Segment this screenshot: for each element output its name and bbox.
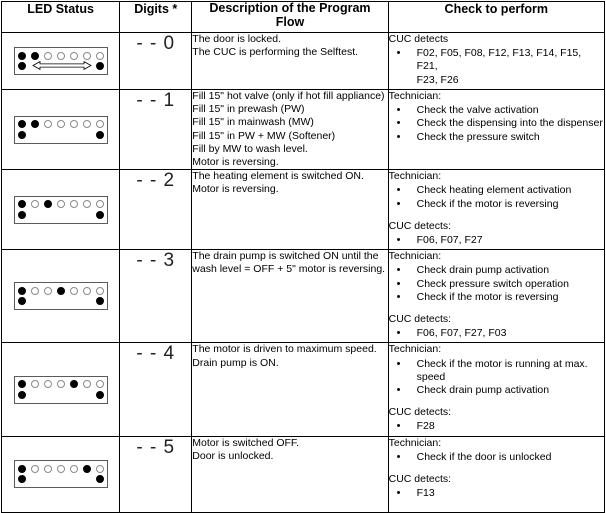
led-indicator-2-off: [31, 200, 39, 208]
cell-check-to-perform: [388, 436, 604, 512]
bullet-icon: •: [396, 420, 401, 433]
bullet-icon: •: [396, 184, 401, 197]
led-indicator-4-off: [57, 120, 65, 128]
led-indicator-3-off: [44, 465, 52, 473]
check-group-title: CUC detects: [388, 33, 449, 45]
led-indicator-bottom-right-on: [96, 475, 104, 483]
led-indicator-bottom-left-on: [18, 475, 26, 483]
led-indicator-4-on: [57, 287, 65, 295]
led-indicator-5-on: [70, 380, 78, 388]
check-list-item-text: Check the dispensing into the dispenser: [416, 117, 603, 130]
led-indicator-1-on: [18, 52, 26, 60]
cell-led-status: [2, 90, 120, 170]
header-row: [2, 2, 605, 33]
bullet-icon: •: [396, 264, 401, 277]
check-group-title: Technician:: [388, 436, 442, 449]
led-indicator-1-on: [18, 200, 26, 208]
led-indicator-7-off: [96, 120, 104, 128]
check-list-item: [389, 117, 604, 130]
check-list: [389, 487, 604, 500]
cell-check-to-perform: [388, 33, 604, 90]
led-indicator-bottom-left-on: [18, 211, 26, 219]
bullet-icon: •: [396, 47, 401, 60]
column-header-description-line2: Flow: [275, 14, 305, 29]
led-status-table: [1, 1, 605, 513]
description-line: Motor is reversing.: [192, 156, 279, 169]
led-indicator-3-on: [44, 200, 52, 208]
check-list: [389, 420, 604, 433]
digit-code: - - 3: [136, 250, 176, 272]
led-indicator-3-off: [44, 287, 52, 295]
bullet-icon: •: [396, 234, 401, 247]
led-row-bottom: [18, 211, 104, 220]
check-list-item: [389, 184, 604, 197]
led-indicator-2-on: [31, 120, 39, 128]
led-indicator-3-off: [44, 380, 52, 388]
bullet-icon: •: [396, 384, 401, 397]
check-group: [389, 343, 604, 397]
check-group: [389, 250, 604, 304]
led-indicator-3-off: [44, 52, 52, 60]
check-group: [389, 437, 604, 464]
led-indicator-5-off: [70, 465, 78, 473]
check-list-item-text: Check pressure switch operation: [416, 277, 569, 290]
led-indicator-bottom-left-on: [18, 131, 26, 139]
led-indicator-6-off: [83, 120, 91, 128]
check-group-title: Technician:: [388, 250, 442, 263]
cell-digits: [120, 436, 192, 512]
cell-digits: [120, 33, 192, 90]
cell-digits: [120, 90, 192, 170]
led-indicator-4-off: [57, 200, 65, 208]
led-indicator-bottom-right-on: [96, 62, 104, 70]
led-indicator-6-off: [83, 287, 91, 295]
bullet-icon: •: [396, 450, 401, 463]
check-list-item-text: Check heating element activation: [416, 184, 572, 197]
check-list-item: [389, 264, 604, 277]
check-group: [389, 473, 604, 500]
check-list-item: [389, 131, 604, 144]
cell-check-to-perform: [388, 170, 604, 250]
led-status-indicator: [2, 250, 119, 342]
table-row: [2, 170, 605, 250]
check-list-item: [389, 234, 604, 247]
led-indicator-7-off: [96, 200, 104, 208]
check-list-item: [389, 104, 604, 117]
check-list-item-text: Check drain pump activation: [416, 384, 550, 397]
description-line: The heating element is switched ON.: [192, 170, 364, 183]
led-row-bottom: [18, 475, 104, 484]
check-list-item-text: Check if the motor is running at max.: [416, 357, 588, 370]
cell-check-to-perform: [388, 250, 604, 343]
bullet-icon: •: [396, 104, 401, 117]
bullet-icon: •: [396, 277, 401, 290]
bullet-icon: •: [396, 327, 401, 340]
check-list-item-text: F06, F07, F27: [416, 234, 483, 247]
check-group-title: CUC detects:: [388, 473, 452, 486]
check-list: [389, 327, 604, 340]
led-indicator-2-off: [31, 380, 39, 388]
check-list-item: [389, 198, 604, 211]
cell-digits: [120, 170, 192, 250]
check-list-item-text: F13: [416, 487, 435, 500]
check-list-item: [389, 278, 604, 291]
bullet-icon: •: [396, 197, 401, 210]
description-line: Fill 15" in prewash (PW): [192, 103, 305, 116]
check-group-title: Technician:: [388, 90, 442, 102]
cell-check-to-perform: [388, 343, 604, 436]
cell-led-status: [2, 250, 120, 343]
description-line: wash level = OFF + 5" motor is reversing.: [192, 263, 386, 276]
led-indicator-5-off: [70, 120, 78, 128]
led-indicator-6-on: [83, 465, 91, 473]
led-status-indicator: [2, 170, 119, 249]
column-header-check: Check to perform: [388, 2, 604, 33]
cell-check-to-perform: [388, 90, 604, 170]
description-line: Motor is reversing.: [192, 183, 279, 196]
led-row-top: [18, 120, 104, 129]
check-group: [389, 33, 604, 87]
digit-code: - - 1: [136, 90, 176, 111]
document-page: [0, 1, 606, 500]
check-list-item: [389, 487, 604, 500]
check-list: [389, 234, 604, 247]
led-row-bottom: [18, 297, 104, 306]
digit-code: - - 0: [136, 33, 176, 54]
description-line: Drain pump is ON.: [192, 356, 279, 369]
table-header: [2, 2, 605, 33]
digit-code: - - 4: [136, 343, 176, 365]
check-list-item: [389, 327, 604, 340]
cell-digits: [120, 343, 192, 436]
led-panel: [14, 116, 108, 144]
cell-description: [192, 250, 388, 343]
description-line: Fill 15" in PW + MW (Softener): [192, 129, 336, 142]
check-group: [389, 406, 604, 433]
bullet-icon: •: [396, 130, 401, 143]
led-indicator-2-off: [31, 287, 39, 295]
check-list: [389, 358, 604, 398]
check-group: [389, 313, 604, 340]
led-indicator-bottom-left-on: [18, 62, 26, 70]
led-row-top: [18, 200, 104, 209]
led-indicator-2-off: [31, 465, 39, 473]
led-indicator-bottom-right-on: [96, 211, 104, 219]
description-line: The drain pump is switched ON until the: [192, 250, 379, 263]
led-row-top: [18, 380, 104, 389]
led-row-bottom: [18, 131, 104, 140]
check-list-item: [389, 358, 604, 371]
check-list: [389, 47, 604, 87]
led-panel: [14, 376, 108, 404]
description-line: Fill by MW to wash level.: [192, 142, 308, 155]
led-indicator-7-off: [96, 380, 104, 388]
cell-description: [192, 33, 388, 90]
led-indicator-7-off: [96, 287, 104, 295]
check-list: [389, 104, 604, 144]
led-indicator-bottom-right-on: [96, 131, 104, 139]
description-line: The CUC is performing the Selftest.: [192, 46, 359, 59]
led-indicator-1-on: [18, 287, 26, 295]
cell-description: [192, 170, 388, 250]
led-indicator-3-off: [44, 120, 52, 128]
check-list-item: [389, 451, 604, 464]
led-panel: [14, 196, 108, 224]
led-row-bottom: [18, 62, 104, 71]
cell-description: [192, 436, 388, 512]
led-indicator-bottom-right-on: [96, 391, 104, 399]
check-list: [389, 184, 604, 210]
bullet-icon: •: [396, 487, 401, 500]
column-header-description: [192, 2, 388, 33]
led-indicator-5-off: [70, 52, 78, 60]
led-indicator-bottom-left-on: [18, 297, 26, 305]
check-group-title: CUC detects:: [388, 406, 452, 419]
cell-led-status: [2, 170, 120, 250]
table-row: [2, 436, 605, 512]
led-status-indicator: [2, 90, 119, 169]
led-panel: [14, 47, 108, 75]
led-indicator-6-off: [83, 200, 91, 208]
led-row-top: [18, 51, 104, 60]
led-indicator-2-on: [31, 52, 39, 60]
cell-description: [192, 343, 388, 436]
led-indicator-5-off: [70, 200, 78, 208]
led-row-top: [18, 286, 104, 295]
check-list-item: [389, 384, 604, 397]
check-group-title: CUC detects:: [388, 313, 452, 326]
check-group-title: Technician:: [388, 170, 442, 183]
led-indicator-5-off: [70, 287, 78, 295]
check-list-item-text: Check the pressure switch: [416, 130, 540, 143]
check-list-item-text: Check if the motor is reversing: [416, 197, 559, 210]
bullet-icon: •: [396, 290, 401, 303]
description-line: Door is unlocked.: [192, 449, 274, 462]
check-list: [389, 264, 604, 304]
led-status-indicator: [2, 437, 119, 512]
check-group: [389, 220, 604, 247]
table-row: [2, 343, 605, 436]
column-header-digits: Digits *: [120, 2, 192, 33]
bullet-icon: •: [396, 117, 401, 130]
bullet-icon: •: [396, 357, 401, 370]
led-indicator-1-on: [18, 120, 26, 128]
check-list-item-text: F28: [416, 420, 435, 433]
column-header-description-line1: Description of the Program: [209, 1, 371, 15]
check-list-item-text: Check the valve activation: [416, 104, 539, 117]
check-group: [389, 170, 604, 211]
check-list-item: [389, 47, 604, 73]
led-indicator-1-on: [18, 465, 26, 473]
check-list-item: [389, 291, 604, 304]
check-list-item-text: Check if the door is unlocked: [416, 450, 552, 463]
led-row-top: [18, 464, 104, 473]
led-row-bottom: [18, 391, 104, 400]
led-indicator-bottom-left-on: [18, 391, 26, 399]
led-panel: [14, 460, 108, 488]
table-body: [2, 33, 605, 513]
table-row: [2, 90, 605, 170]
led-indicator-6-off: [83, 52, 91, 60]
led-panel: [14, 282, 108, 310]
led-indicator-4-off: [57, 465, 65, 473]
description-line: Motor is switched OFF.: [192, 436, 300, 449]
check-list-item-text: Check drain pump activation: [416, 264, 550, 277]
cell-led-status: [2, 343, 120, 436]
description-line: The door is locked.: [192, 33, 282, 45]
led-indicator-6-off: [83, 380, 91, 388]
led-indicator-4-off: [57, 380, 65, 388]
check-list-item-text: F06, F07, F27, F03: [416, 327, 507, 340]
digit-code: - - 2: [136, 170, 176, 192]
check-list-item: [389, 420, 604, 433]
led-indicator-7-off: [96, 52, 104, 60]
description-line: The motor is driven to maximum speed.: [192, 343, 377, 356]
check-list: [389, 451, 604, 464]
check-group: [389, 90, 604, 144]
led-indicator-4-off: [57, 52, 65, 60]
cell-digits: [120, 250, 192, 343]
led-status-indicator: [2, 343, 119, 435]
led-indicator-7-off: [96, 465, 104, 473]
check-list-item-continuation: speed: [416, 370, 446, 383]
digit-code: - - 5: [136, 436, 176, 458]
led-indicator-1-on: [18, 380, 26, 388]
check-list-item-continuation: F23, F26: [416, 73, 459, 86]
led-indicator-bottom-right-on: [96, 297, 104, 305]
table-row: [2, 33, 605, 90]
led-status-indicator: [2, 33, 119, 89]
cell-description: [192, 90, 388, 170]
check-group-title: Technician:: [388, 343, 442, 356]
check-group-title: CUC detects:: [388, 219, 452, 232]
column-header-led-status: LED Status: [2, 2, 120, 33]
cell-led-status: [2, 33, 120, 90]
description-line: Fill 15" in mainwash (MW): [192, 116, 314, 129]
cell-led-status: [2, 436, 120, 512]
table-row: [2, 250, 605, 343]
description-line: Fill 15" hot valve (only if hot fill appliance): [192, 90, 385, 102]
check-list-item-text: F02, F05, F08, F12, F13, F14, F15, F21,: [416, 47, 582, 73]
check-list-item-text: Check if the motor is reversing: [416, 290, 559, 303]
